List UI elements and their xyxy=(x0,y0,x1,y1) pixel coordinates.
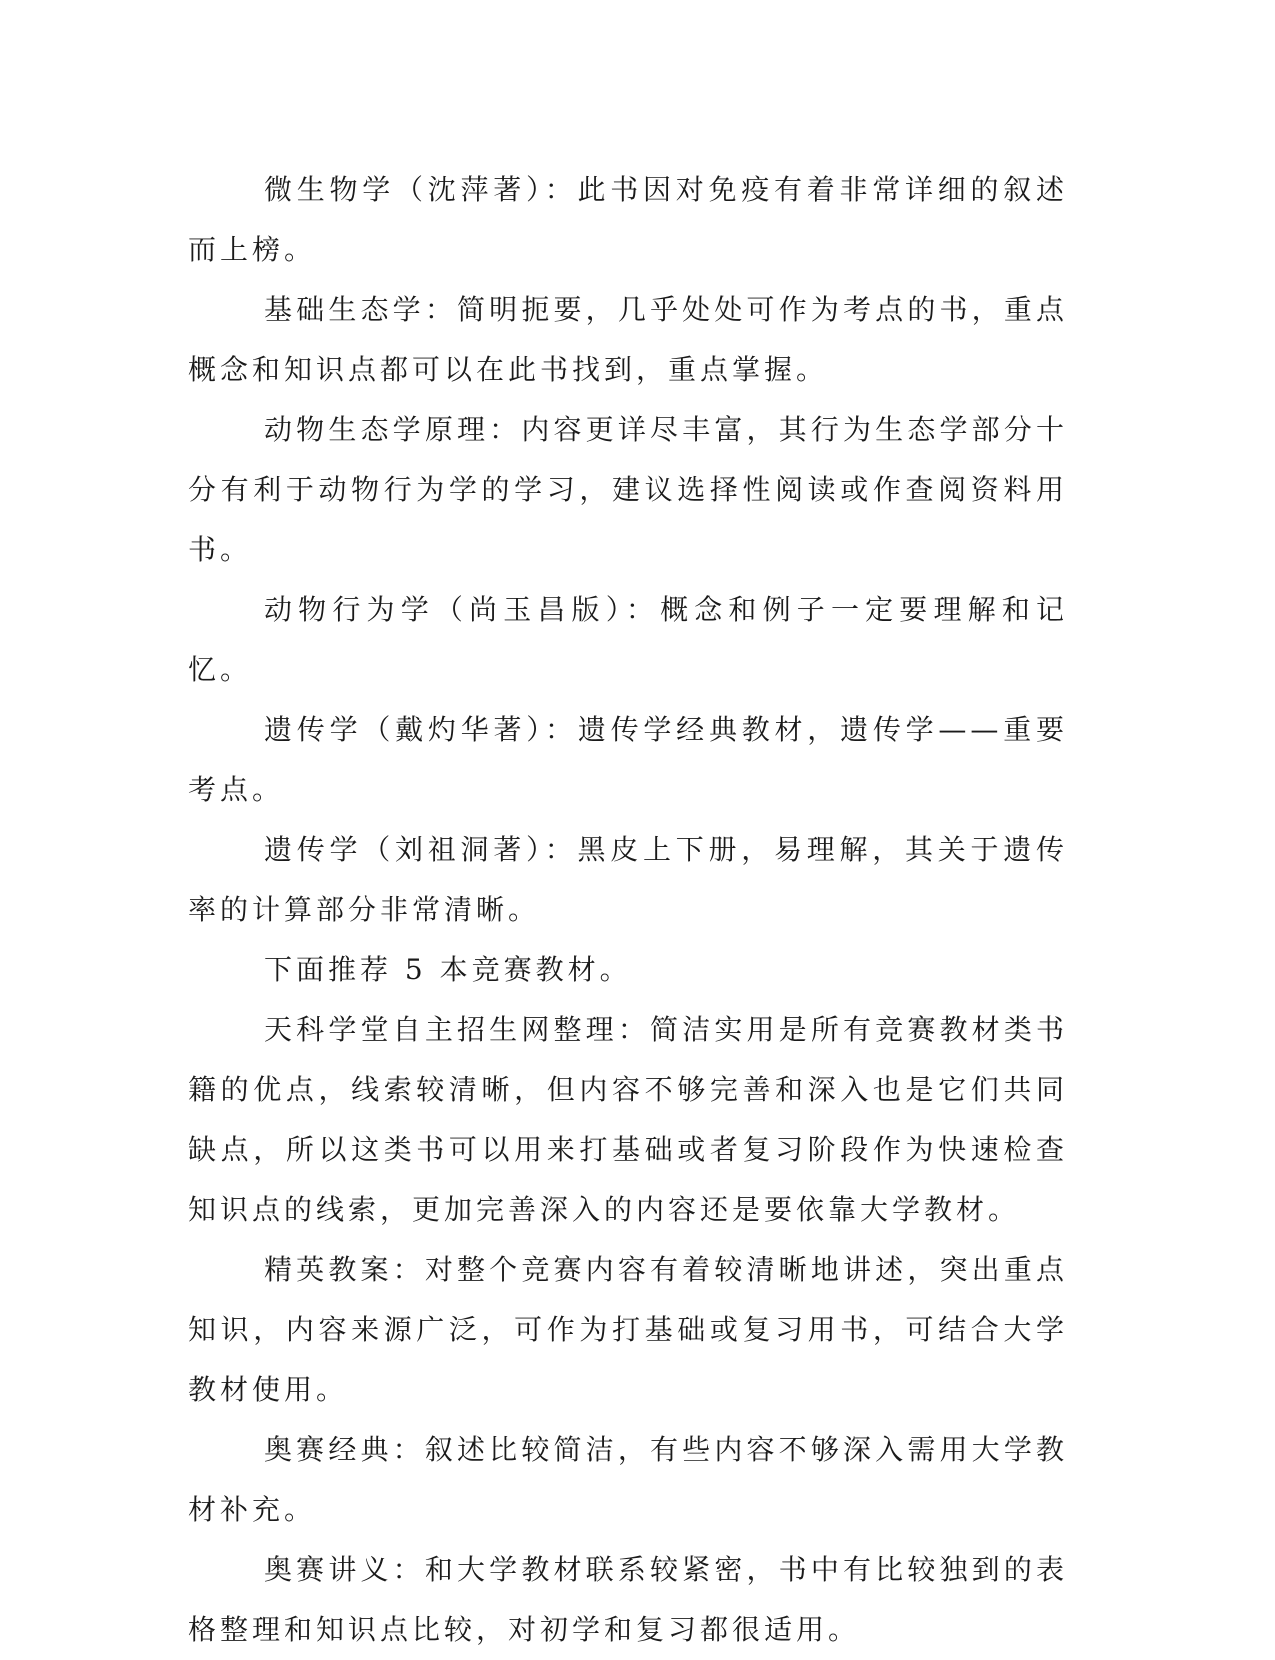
paragraph-genetics-dai: 遗传学（戴灼华著）：遗传学经典教材，遗传学——重要考点。 xyxy=(188,713,1068,806)
paragraph-animal-behavior: 动物行为学（尚玉昌版）：概念和例子一定要理解和记忆。 xyxy=(188,593,1068,686)
paragraph-competition-intro: 下面推荐 5 本竞赛教材。 xyxy=(264,953,632,986)
paragraph-animal-ecology: 动物生态学原理：内容更详尽丰富，其行为生态学部分十分有利于动物行为学的学习，建议选择性阅读或作查阅资料用书。 xyxy=(188,413,1068,566)
paragraph-olympiad-classics: 奥赛经典：叙述比较简洁，有些内容不够深入需用大学教材补充。 xyxy=(188,1433,1068,1526)
paragraph-olympiad-lectures: 奥赛讲义：和大学教材联系较紧密，书中有比较独到的表格整理和知识点比较，对初学和复习都很适用。 xyxy=(188,1553,1068,1646)
paragraph-microbiology: 微生物学（沈萍著）：此书因对免疫有着非常详细的叙述而上榜。 xyxy=(188,173,1068,266)
paragraph-basic-ecology: 基础生态学：简明扼要，几乎处处可作为考点的书，重点概念和知识点都可以在此书找到，重点掌握。 xyxy=(188,293,1068,386)
document-body xyxy=(188,160,1068,1660)
paragraph-elite-lesson-plans: 精英教案：对整个竞赛内容有着较清晰地讲述，突出重点知识，内容来源广泛，可作为打基础或复习用书，可结合大学教材使用。 xyxy=(188,1253,1068,1406)
paragraph-competition-overview: 天科学堂自主招生网整理：简洁实用是所有竞赛教材类书籍的优点，线索较清晰，但内容不够完善和深入也是它们共同缺点，所以这类书可以用来打基础或者复习阶段作为快速检查知识点的线索，更加完善深入的内容还是要依靠大学教材。 xyxy=(188,1013,1068,1226)
paragraph-genetics-liu: 遗传学（刘祖洞著）：黑皮上下册，易理解，其关于遗传率的计算部分非常清晰。 xyxy=(188,833,1068,926)
